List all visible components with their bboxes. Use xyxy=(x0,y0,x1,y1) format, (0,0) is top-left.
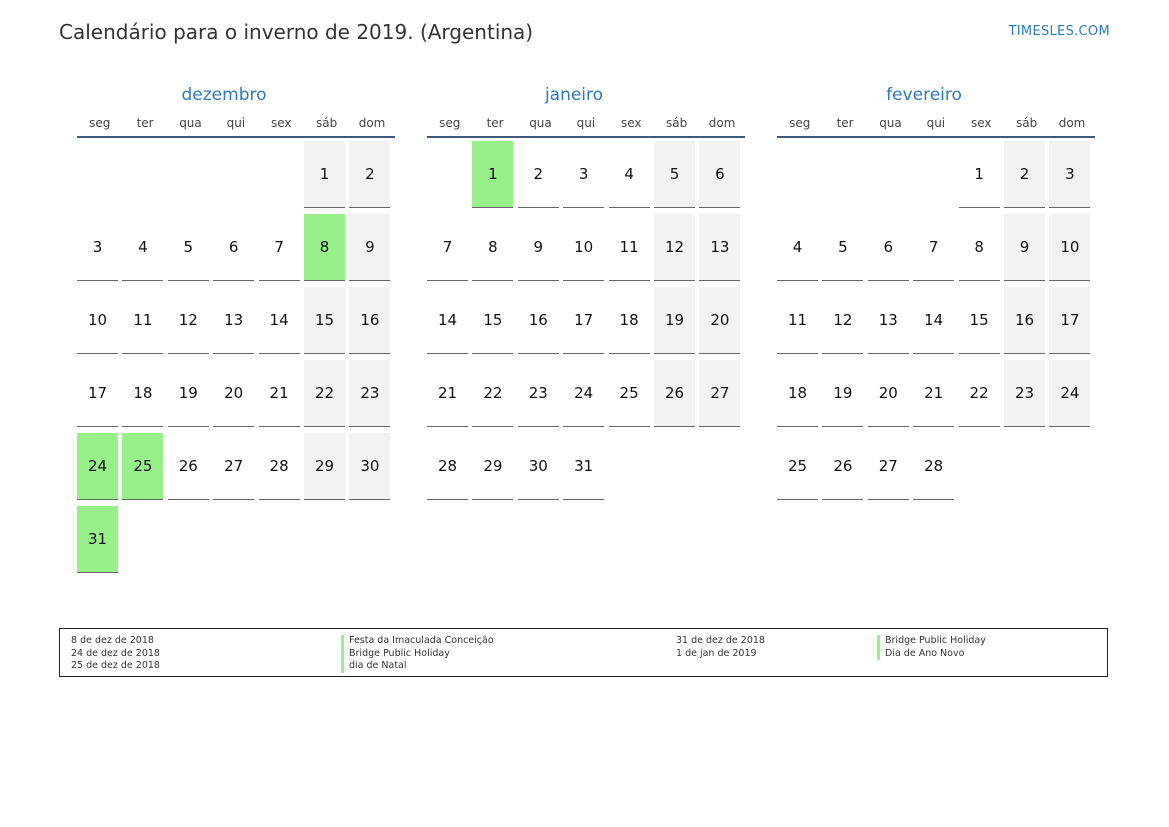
day-cell[interactable]: 1 xyxy=(959,141,1000,208)
day-cell[interactable]: 10 xyxy=(1049,214,1090,281)
weekday-label: sex xyxy=(970,116,992,130)
holiday-legend xyxy=(59,628,1108,677)
day-cell[interactable]: 11 xyxy=(122,287,163,354)
day-cell[interactable]: 31 xyxy=(563,433,604,500)
day-cell[interactable]: 2 xyxy=(349,141,390,208)
legend-date: 25 de dez de 2018 xyxy=(71,660,160,671)
day-cell[interactable]: 19 xyxy=(654,287,695,354)
day-cell[interactable]: 17 xyxy=(563,287,604,354)
weekday-label: seg xyxy=(89,116,111,130)
day-cell[interactable]: 20 xyxy=(699,287,740,354)
day-cell[interactable]: 12 xyxy=(168,287,209,354)
page-title: Calendário para o inverno de 2019. (Argentina) xyxy=(59,20,534,44)
weekday-label: ter xyxy=(136,116,154,130)
day-cell[interactable]: 26 xyxy=(822,433,863,500)
day-cell[interactable]: 11 xyxy=(777,287,818,354)
day-cell[interactable]: 10 xyxy=(563,214,604,281)
day-cell[interactable]: 12 xyxy=(822,287,863,354)
day-cell[interactable]: 3 xyxy=(563,141,604,208)
day-cell[interactable]: 28 xyxy=(913,433,954,500)
day-cell[interactable]: 10 xyxy=(77,287,118,354)
legend-names-left xyxy=(341,635,494,673)
site-link[interactable]: TIMESLES.COM xyxy=(1008,24,1110,39)
day-cell[interactable]: 25 xyxy=(609,360,650,427)
day-cell[interactable]: 22 xyxy=(472,360,513,427)
day-cell[interactable]: 14 xyxy=(913,287,954,354)
day-cell[interactable]: 29 xyxy=(304,433,345,500)
weekday-label: qua xyxy=(529,116,552,130)
weekday-header xyxy=(427,116,745,138)
day-cell[interactable]: 22 xyxy=(959,360,1000,427)
day-cell[interactable]: 24 xyxy=(1049,360,1090,427)
legend-holiday-name: Bridge Public Holiday xyxy=(877,635,986,648)
day-cell[interactable]: 6 xyxy=(213,214,254,281)
weekday-label: sáb xyxy=(316,116,338,130)
weekday-label: seg xyxy=(789,116,811,130)
day-cell[interactable]: 16 xyxy=(518,287,559,354)
day-cell[interactable]: 3 xyxy=(77,214,118,281)
month-calendar-fevereiro xyxy=(760,84,1086,506)
day-cell[interactable]: 24 xyxy=(563,360,604,427)
day-cell[interactable]: 20 xyxy=(213,360,254,427)
day-cell[interactable]: 28 xyxy=(427,433,468,500)
day-cell[interactable]: 9 xyxy=(518,214,559,281)
day-cell[interactable]: 17 xyxy=(77,360,118,427)
day-cell[interactable]: 12 xyxy=(654,214,695,281)
day-cell[interactable]: 7 xyxy=(913,214,954,281)
weekday-label: sex xyxy=(620,116,642,130)
weekday-label: qui xyxy=(926,116,946,130)
day-cell[interactable]: 18 xyxy=(609,287,650,354)
day-cell[interactable]: 7 xyxy=(259,214,300,281)
day-cell[interactable]: 31 xyxy=(77,506,118,573)
day-cell[interactable]: 16 xyxy=(1004,287,1045,354)
day-cell[interactable]: 8 xyxy=(472,214,513,281)
day-cell[interactable]: 27 xyxy=(699,360,740,427)
legend-holiday-name: dia de Natal xyxy=(341,660,494,673)
day-cell[interactable]: 29 xyxy=(472,433,513,500)
day-cell[interactable]: 22 xyxy=(304,360,345,427)
day-cell[interactable]: 3 xyxy=(1049,141,1090,208)
day-cell[interactable]: 7 xyxy=(427,214,468,281)
weekday-label: ter xyxy=(486,116,504,130)
day-cell[interactable]: 1 xyxy=(472,141,513,208)
weekday-label: qua xyxy=(179,116,202,130)
day-cell[interactable]: 15 xyxy=(472,287,513,354)
month-title: fevereiro xyxy=(886,85,962,105)
month-calendar-janeiro xyxy=(410,84,736,506)
weekday-header xyxy=(777,116,1095,138)
day-cell[interactable]: 5 xyxy=(822,214,863,281)
day-cell[interactable]: 30 xyxy=(518,433,559,500)
day-cell[interactable]: 27 xyxy=(868,433,909,500)
day-cell[interactable]: 18 xyxy=(122,360,163,427)
legend-date: 1 de jan de 2019 xyxy=(676,647,757,659)
weekday-label: sex xyxy=(270,116,292,130)
day-cell[interactable]: 5 xyxy=(654,141,695,208)
day-cell[interactable]: 28 xyxy=(259,433,300,500)
day-cell[interactable]: 30 xyxy=(349,433,390,500)
day-cell[interactable]: 13 xyxy=(213,287,254,354)
day-cell[interactable]: 4 xyxy=(777,214,818,281)
weekday-label: dom xyxy=(358,116,386,130)
weekday-label: sáb xyxy=(666,116,688,130)
legend-dates-left xyxy=(71,635,160,673)
day-cell[interactable]: 1 xyxy=(304,141,345,208)
day-cell[interactable]: 21 xyxy=(427,360,468,427)
day-cell[interactable]: 21 xyxy=(259,360,300,427)
day-cell[interactable]: 15 xyxy=(304,287,345,354)
day-cell[interactable]: 14 xyxy=(259,287,300,354)
day-cell[interactable]: 25 xyxy=(777,433,818,500)
day-grid xyxy=(777,141,1095,506)
day-cell[interactable]: 26 xyxy=(168,433,209,500)
day-cell[interactable]: 8 xyxy=(304,214,345,281)
day-cell[interactable]: 6 xyxy=(699,141,740,208)
legend-names-right xyxy=(877,635,986,660)
day-cell[interactable]: 23 xyxy=(1004,360,1045,427)
day-cell[interactable]: 18 xyxy=(777,360,818,427)
day-cell[interactable]: 4 xyxy=(609,141,650,208)
weekday-label: qui xyxy=(576,116,596,130)
day-cell[interactable]: 21 xyxy=(913,360,954,427)
day-cell[interactable]: 15 xyxy=(959,287,1000,354)
day-cell[interactable]: 2 xyxy=(1004,141,1045,208)
day-cell[interactable]: 11 xyxy=(609,214,650,281)
day-cell[interactable]: 19 xyxy=(822,360,863,427)
month-calendar-dezembro xyxy=(60,84,386,579)
day-cell[interactable]: 19 xyxy=(168,360,209,427)
day-cell[interactable]: 9 xyxy=(1004,214,1045,281)
legend-date: 31 de dez de 2018 xyxy=(676,635,765,646)
weekday-label: dom xyxy=(1058,116,1086,130)
weekday-label: sáb xyxy=(1016,116,1038,130)
legend-holiday-name: Dia de Ano Novo xyxy=(877,648,986,661)
day-cell[interactable]: 23 xyxy=(518,360,559,427)
day-cell[interactable]: 5 xyxy=(168,214,209,281)
day-cell[interactable]: 8 xyxy=(959,214,1000,281)
day-cell[interactable]: 13 xyxy=(699,214,740,281)
weekday-label: qui xyxy=(226,116,246,130)
day-grid xyxy=(77,141,395,579)
weekday-label: ter xyxy=(836,116,854,130)
day-cell[interactable]: 25 xyxy=(122,433,163,500)
day-cell[interactable]: 2 xyxy=(518,141,559,208)
day-cell[interactable]: 23 xyxy=(349,360,390,427)
legend-date: 8 de dez de 2018 xyxy=(71,635,154,646)
day-cell[interactable]: 27 xyxy=(213,433,254,500)
month-title: dezembro xyxy=(181,85,267,105)
day-cell[interactable]: 16 xyxy=(349,287,390,354)
day-cell[interactable]: 20 xyxy=(868,360,909,427)
legend-dates-right xyxy=(676,635,765,660)
weekday-label: seg xyxy=(439,116,461,130)
month-title: janeiro xyxy=(544,85,604,105)
day-cell[interactable]: 13 xyxy=(868,287,909,354)
weekday-header xyxy=(77,116,395,138)
legend-date: 24 de dez de 2018 xyxy=(71,647,160,659)
day-cell[interactable]: 17 xyxy=(1049,287,1090,354)
day-cell[interactable]: 6 xyxy=(868,214,909,281)
weekday-label: qua xyxy=(879,116,902,130)
day-cell[interactable]: 26 xyxy=(654,360,695,427)
weekday-label: dom xyxy=(708,116,736,130)
legend-holiday-name: Bridge Public Holiday xyxy=(341,648,494,661)
legend-holiday-name: Festa da Imaculada Conceição xyxy=(341,635,494,648)
day-grid xyxy=(427,141,745,506)
day-cell[interactable]: 24 xyxy=(77,433,118,500)
day-cell[interactable]: 9 xyxy=(349,214,390,281)
day-cell[interactable]: 14 xyxy=(427,287,468,354)
day-cell[interactable]: 4 xyxy=(122,214,163,281)
